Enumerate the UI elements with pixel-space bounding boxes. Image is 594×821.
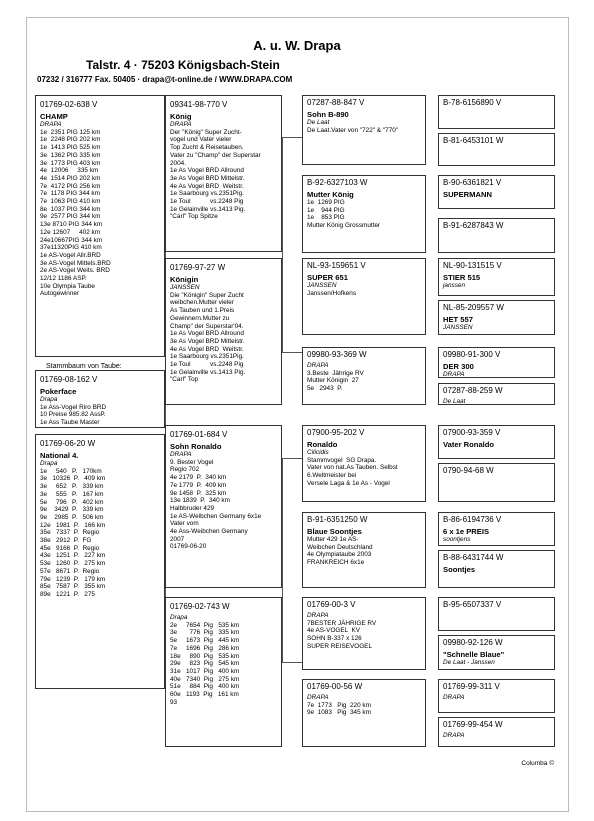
pedigree-line: 3e AS-Vogel Mittels.BRD — [40, 259, 111, 267]
ancestor-box-g10 — [438, 463, 555, 502]
pedigree-line: Autogewinner — [40, 290, 80, 298]
pedigree-line: 5e 1673 Pig 445 km — [170, 637, 240, 645]
pedigree-line: 7e 1779 P. 409 km — [170, 481, 227, 489]
breeder-name: DRAPA — [443, 694, 465, 701]
grandparent-box-fm_mutter_koenig — [302, 175, 426, 253]
ring-number: 09980-93-369 W — [307, 350, 367, 359]
pigeon-name: Ronaldo — [307, 440, 338, 449]
footer-credit: Columba © — [521, 760, 554, 767]
ancestor-box-g3 — [438, 175, 555, 209]
pedigree-line: 5e 796 P. 402 km — [40, 498, 104, 506]
connector-line — [282, 662, 302, 663]
pedigree-line: weibchen.Mutter vieler — [170, 299, 234, 307]
breeder-name: De Laat - Janssen — [443, 659, 495, 666]
pedigree-line: 93 — [170, 698, 178, 706]
ancestor-box-g8 — [438, 383, 555, 405]
pedigree-line: SOHN B-337 x 126 — [307, 635, 362, 643]
pedigree-line: 3e 652 P. 339 km — [40, 483, 104, 491]
pedigree-separator-label: Stammbaum von Taube: — [46, 363, 122, 370]
pedigree-line: 1e Gelainville vs.1413 Pig. — [170, 368, 246, 376]
connector-line — [282, 352, 302, 353]
pedigree-line: As Tauben und 1.Preis — [170, 307, 235, 315]
pedigree-line: 40e 7340 Pig 275 km — [170, 675, 240, 683]
father-box-f_sohn_ronaldo — [165, 425, 282, 588]
pedigree-line: Weibchen Deutschland — [307, 543, 373, 551]
ancestor-box-g4 — [438, 218, 555, 253]
pedigree-line: 3.Beste Jährige RV — [307, 369, 364, 377]
pedigree-line: 4e 1514 PIG 202 km — [40, 174, 101, 182]
pedigree-line: 1e Toul vs.2248 Pig — [170, 361, 244, 369]
breeder-name: DRAPA — [307, 362, 329, 369]
pigeon-name: Soontjes — [443, 565, 476, 574]
pigeon-name: Mutter König — [307, 190, 354, 199]
pedigree-line: 37e11320PIG 410 km — [40, 244, 102, 252]
pedigree-line: 1e Ass-Vogel Riro BRD — [40, 403, 107, 411]
ancestor-box-g6 — [438, 300, 555, 335]
pedigree-line: "Carl" Top — [170, 376, 199, 384]
pedigree-line: 45e 9166 P. Regio — [40, 544, 100, 552]
pedigree-line: 4e Ass-Weibchen Germany — [170, 528, 248, 536]
breeder-name: DRAPA — [170, 121, 192, 128]
ring-number: 01769-01-684 V — [170, 430, 228, 439]
ring-number: B-90-6361821 V — [443, 178, 502, 187]
pedigree-line: 2007 — [170, 535, 185, 543]
pedigree-line: 3e 776 Pig 335 km — [170, 629, 240, 637]
mother-box-m_02743 — [165, 597, 282, 747]
mother-box-m_koenigin — [165, 258, 282, 405]
pedigree-line: De Laat.Vater von "722" & "770" — [307, 126, 399, 134]
pigeon-name: Sohn Ronaldo — [170, 442, 222, 451]
breeder-name: DRAPA — [307, 612, 329, 619]
pedigree-line: FRANKREICH 6x1e — [307, 559, 365, 567]
ancestor-box-g9 — [438, 425, 555, 459]
grandparent-box-ff_88847 — [302, 95, 426, 165]
ring-number: B-95-6507337 V — [443, 600, 502, 609]
connector-line — [282, 137, 302, 138]
ring-number: 01769-00-56 W — [307, 682, 363, 691]
pigeon-name: CHAMP — [40, 112, 68, 121]
pedigree-line: 2004. — [170, 159, 186, 167]
ancestor-box-g13 — [438, 597, 555, 631]
ring-number: B-92-6327103 W — [307, 178, 368, 187]
ring-number: 09980-92-126 W — [443, 638, 503, 647]
pedigree-line: 13e 8710 PIG 344 km — [40, 221, 103, 229]
ancestor-box-g16 — [438, 717, 555, 747]
ancestor-box-g12 — [438, 550, 555, 588]
ring-number: 01769-06-20 W — [40, 439, 96, 448]
pedigree-line: 8e 1037 PIG 344 km — [40, 205, 101, 213]
pedigree-line: 18e 890 Pig 535 km — [170, 652, 240, 660]
pedigree-line: 7e 1178 PIG 344 km — [40, 190, 100, 198]
pedigree-line: Champ" der Superstar'04. — [170, 322, 244, 330]
pedigree-line: Versele Laga & 1e As - Vogel — [307, 479, 390, 487]
ring-number: B-91-6351250 W — [307, 515, 368, 524]
ring-number: 0790-94-68 W — [443, 466, 494, 475]
pedigree-line: 7BESTER JÄHRIGE RV — [307, 619, 377, 627]
ring-number: B-81-6453101 W — [443, 136, 504, 145]
main-pigeon-main — [35, 95, 165, 357]
pigeon-name: Königin — [170, 275, 199, 284]
grandparent-box-mf_super651 — [302, 258, 426, 335]
pedigree-line: 1e Saarbourg vs.2351Pig. — [170, 353, 244, 361]
breeder-name: JANSSEN — [170, 284, 200, 291]
pedigree-line: "Carl" Top Spitze — [170, 213, 218, 221]
pedigree-line: 1e 1269 PIG — [307, 199, 345, 206]
pedigree-line: 4e 12006 335 km — [40, 167, 99, 175]
ancestor-box-g14 — [438, 635, 555, 670]
pedigree-line: 1e 1413 PIG 525 km — [40, 144, 101, 152]
pigeon-name: SUPER 651 — [307, 273, 348, 282]
pedigree-line: Mutter Königin 27 — [307, 377, 359, 385]
pedigree-line: 7e 4172 PIG 256 km — [40, 182, 101, 190]
grandparent-box-mm_93369 — [302, 347, 426, 405]
pigeon-name: STIER 515 — [443, 273, 481, 282]
pigeon-name: SUPERMANN — [443, 190, 492, 199]
pedigree-line: 4e As Vogel BRD Weitstr. — [170, 182, 244, 190]
father-box-f_koenig — [165, 95, 282, 252]
pedigree-line: 4e Olympiataube 2003 — [307, 551, 372, 559]
connector-line — [282, 458, 283, 662]
ring-number: NL-90-131515 V — [443, 261, 502, 270]
breeder-name: DRAPA — [443, 371, 465, 378]
pedigree-line: 1e AS-Vogel Allr.BRD — [40, 251, 101, 259]
pedigree-line: 1e Gelainville vs.1413 Pig. — [170, 205, 246, 213]
pedigree-line: 5e 2943 P. — [307, 385, 343, 393]
pigeon-name: "Schnelle Blaue" — [443, 650, 505, 659]
breeder-name: DRAPA — [170, 451, 192, 458]
pedigree-line: 35e 7337 P. Regio — [40, 529, 100, 537]
pedigree-line: 9e 2985 P. 506 km — [40, 513, 104, 521]
breeder-name: Cilicidis — [307, 449, 329, 456]
pedigree-line: Regio 702 — [170, 466, 200, 474]
ring-number: B-86-6194736 V — [443, 515, 502, 524]
pedigree-line: 1e As Vogel BRD Allround — [170, 330, 244, 338]
pedigree-line: 60e 1193 Pig 161 km — [170, 691, 239, 699]
ring-number: 09341-98-770 V — [170, 100, 228, 109]
pedigree-line — [40, 427, 160, 428]
breeder-name: Drapa — [40, 396, 58, 403]
ring-number: 01769-02-638 V — [40, 100, 98, 109]
pedigree-line: 9e 2577 PIG 344 km — [40, 213, 101, 221]
breeder-name: DRAPA — [443, 732, 465, 739]
pedigree-line: 53e 1260 P. 275 km — [40, 560, 106, 568]
pedigree-line: 9e 3429 P. 339 km — [40, 506, 104, 514]
pedigree-line: 01769-06-20 — [170, 543, 207, 551]
pedigree-line: Janssen/Hofkens — [307, 289, 357, 297]
ring-number: 01769-08-162 V — [40, 375, 98, 384]
pedigree-line: 3e 10326 P. 409 km — [40, 475, 106, 483]
breeder-name: DRAPA — [40, 121, 62, 128]
connector-line — [282, 137, 283, 352]
pedigree-line: 2e 7654 Pig 535 km — [170, 621, 240, 629]
breeder-address: Talstr. 4 · 75203 Königsbach-Stein — [86, 58, 280, 72]
pedigree-line: Die "Königin" Super Zucht — [170, 291, 244, 299]
pigeon-name: Sohn B-890 — [307, 110, 349, 119]
pedigree-line: 12e 1981 P. 166 km — [40, 521, 106, 529]
pedigree-line: 43e 1251 P. 227 km — [40, 552, 106, 560]
pedigree-line: 7e 1063 PIG 410 km — [40, 198, 101, 206]
pigeon-name: König — [170, 112, 192, 121]
pedigree-line: 9. Bester Vogel — [170, 458, 214, 466]
pedigree-line: 29e 823 Pig 545 km — [170, 660, 240, 668]
pedigree-line: 9e 1458 P. 325 km — [170, 489, 227, 497]
pedigree-line: 79e 1239 P. 179 km — [40, 575, 106, 583]
pedigree-line: 12e 12607 402 km — [40, 228, 101, 236]
pedigree-line: SUPER REISEVOGEL — [307, 642, 372, 650]
breeder-name: DRAPA — [307, 694, 329, 701]
pedigree-line: 7e 1773 Pig 220 km — [307, 701, 371, 709]
pedigree-line: 89e 1221 P. 275 — [40, 590, 95, 598]
pedigree-line: 3e 1362 PIG 335 km — [40, 151, 101, 159]
pedigree-line: Halbbruder 429 — [170, 504, 215, 512]
ring-number: NL-85-209557 W — [443, 303, 504, 312]
breeder-name: soontjens — [443, 536, 471, 543]
pedigree-line: Der "König" Super Zucht- — [170, 128, 242, 136]
pedigree-line: 7e 1696 Pig 286 km — [170, 644, 240, 652]
pedigree-line: 1e 540 P. 170km — [40, 467, 102, 475]
pedigree-line: 1e Ass Taube Master — [40, 419, 100, 427]
pedigree-line: 57e 8671 P. Regio — [40, 567, 100, 575]
ancestor-box-g7 — [438, 347, 555, 378]
grandparent-box-dm_00056 — [302, 679, 426, 747]
breeder-name: De Laat — [443, 398, 466, 405]
breeder-name: JANSSEN — [307, 282, 337, 289]
pedigree-line: 1e AS-Weibchen Germany 6x1e — [170, 512, 262, 520]
connector-line — [282, 458, 302, 459]
pedigree-line: 13e 1839 P. 340 km — [170, 497, 230, 505]
pigeon-name: Blaue Soontjes — [307, 527, 362, 536]
pedigree-line: 1e 2351 PIG 125 km — [40, 128, 101, 136]
breeder-name: JANSSEN — [443, 324, 473, 331]
pedigree-line: 3e 1773 PIG 403 km — [40, 159, 101, 167]
ring-number: 07900-95-202 V — [307, 428, 365, 437]
pedigree-line: Top Zucht & Reisetauben. — [170, 144, 244, 152]
ring-number: 09980-91-300 V — [443, 350, 501, 359]
pedigree-line: 1e 853 PIG — [307, 214, 345, 222]
pedigree-line: 10e Olympia Taube — [40, 282, 95, 290]
pedigree-line: 6.Weltmeister bei — [307, 472, 357, 480]
ancestor-box-g2 — [438, 133, 555, 166]
pedigree-line: 3e As Vogel BRD Mittelstr. — [170, 174, 245, 182]
pedigree-line: 4e AS-VOGEL KV — [307, 627, 361, 635]
pigeon-name: Pokerface — [40, 387, 77, 396]
pedigree-line: 10 Preise 985.82 AssP. — [40, 411, 106, 419]
pedigree-line: 1e 944 PIG — [307, 206, 345, 214]
ring-number: B-91-6287843 W — [443, 221, 504, 230]
ring-number: B-88-6431744 W — [443, 553, 504, 562]
pedigree-line: Gewinnern.Mutter zu — [170, 314, 230, 322]
ring-number: 07287-88-259 W — [443, 386, 503, 395]
pedigree-line: 1e Toul vs.2248 Pig — [170, 198, 244, 206]
pigeon-box-bird_b — [35, 370, 165, 428]
ring-number: 01769-99-311 V — [443, 682, 500, 691]
pedigree-line: Vater von nat.As Tauben. Selbst — [307, 464, 398, 472]
pedigree-line: vogel und Vater vieler — [170, 136, 232, 144]
ring-number: NL-93-159651 V — [307, 261, 366, 270]
grandparent-box-sf_ronaldo — [302, 425, 426, 502]
pigeon-name: Vater Ronaldo — [443, 440, 495, 449]
grandparent-box-df_00003 — [302, 597, 426, 670]
grandparent-box-sm_blaue — [302, 512, 426, 588]
pedigree-line: 4e As Vogel BRD Weitstr. — [170, 345, 244, 353]
ring-number: 01769-99-454 W — [443, 720, 503, 729]
pedigree-line: 38e 2912 P. FG — [40, 537, 92, 545]
ancestor-box-g1 — [438, 95, 555, 129]
breeder-title: A. u. W. Drapa — [253, 38, 341, 53]
pigeon-box-bird_c — [35, 434, 165, 689]
pigeon-name: DER 300 — [443, 362, 474, 371]
ring-number: 01769-00-3 V — [307, 600, 356, 609]
pedigree-line: 3e As Vogel BRD Mittelstr. — [170, 337, 245, 345]
pedigree-line: 24e10667PIG 344 km — [40, 236, 103, 244]
ring-number: 07900-93-359 V — [443, 428, 501, 437]
pedigree-line: Mutter König Grossmutter — [307, 222, 381, 230]
pedigree-line: 31e 1017 Pig 400 km — [170, 667, 240, 675]
pigeon-name: HET 557 — [443, 315, 473, 324]
pedigree-line: Mutter 429 1e AS- — [307, 536, 359, 543]
pedigree-line: 4e 2179 P. 340 km — [170, 474, 227, 482]
pedigree-line: 1e As Vogel BRD Allround — [170, 167, 244, 175]
pigeon-name: 6 x 1e PREIS — [443, 527, 490, 536]
breeder-name: De Laat — [307, 119, 330, 126]
pedigree-line: Vater vom — [170, 520, 199, 528]
pedigree-line: 85e 7587 P. 355 km — [40, 583, 106, 591]
ring-number: B-78-6156890 V — [443, 98, 502, 107]
pedigree-line: Vater zu "Champ" der Superstar — [170, 151, 261, 159]
pedigree-line: 51e 884 Pig 400 km — [170, 683, 240, 691]
pedigree-line: 9e 1083 Pig 345 km — [307, 709, 371, 717]
breeder-name: janssen — [443, 282, 466, 289]
breeder-name: Drapa — [40, 460, 58, 467]
pedigree-line: Stammvogel SG Drapa. — [307, 456, 377, 464]
ancestor-box-g11 — [438, 512, 555, 546]
ring-number: 01769-02-743 W — [170, 602, 230, 611]
pedigree-line: 2e AS-Vogel Weits. BRD — [40, 267, 110, 275]
breeder-contact: 07232 / 316777 Fax. 50405 · drapa@t-online.de / WWW.DRAPA.COM — [37, 75, 293, 84]
pedigree-line: 12/12 1186 ASP. — [40, 275, 87, 283]
ancestor-box-g5 — [438, 258, 555, 296]
pedigree-line: 3e 555 P. 167 km — [40, 490, 104, 498]
ancestor-box-g15 — [438, 679, 555, 713]
breeder-name: Drapa — [170, 614, 188, 621]
pedigree-line: 1e 2248 PIG 202 km — [40, 136, 101, 144]
pedigree-line: 1e Saarbourg vs.2351Pig. — [170, 190, 244, 198]
ring-number: 07287-88-847 V — [307, 98, 365, 107]
ring-number: 01769-97-27 W — [170, 263, 226, 272]
pigeon-name: National 4. — [40, 451, 79, 460]
